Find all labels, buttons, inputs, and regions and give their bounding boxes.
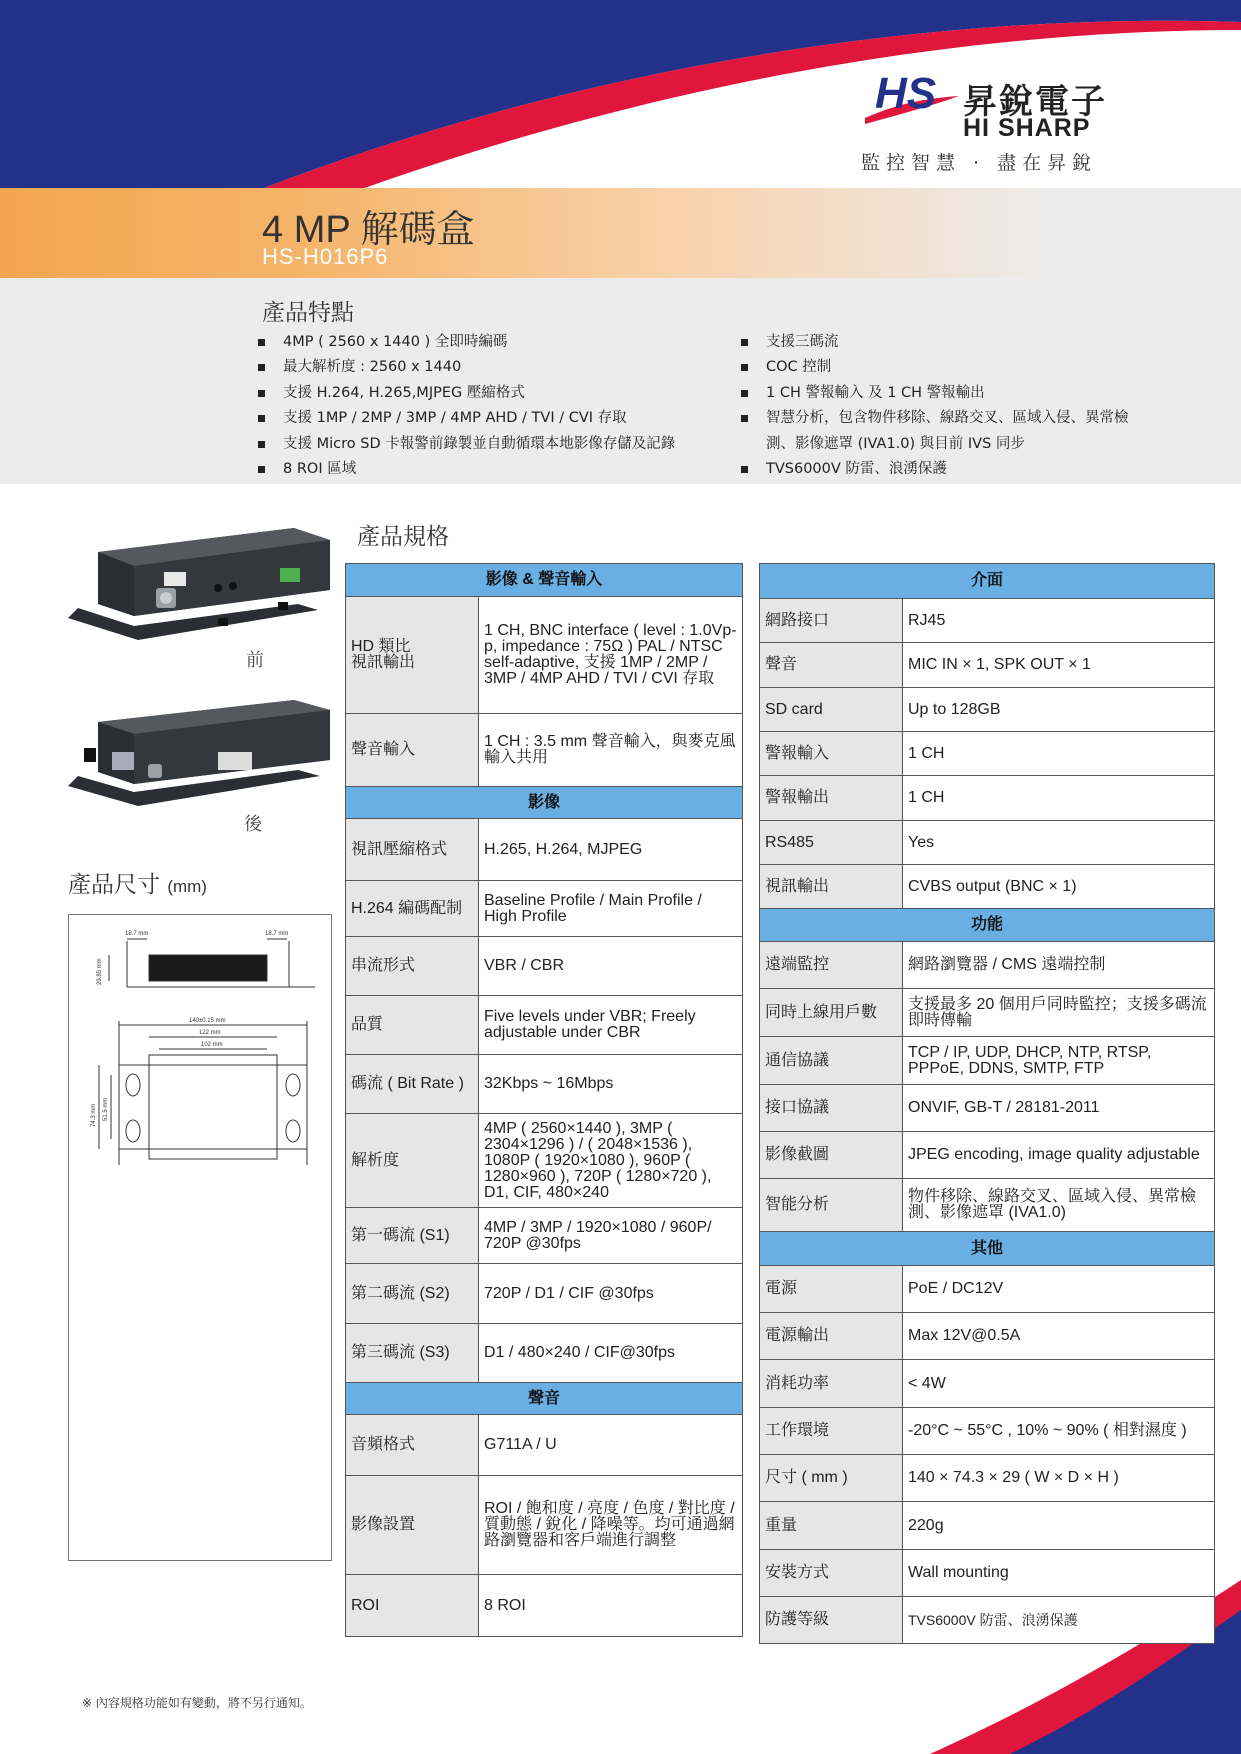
features-list-right [738,330,1129,482]
table-row [346,1476,743,1575]
spec-value: < 4W [903,1360,1215,1408]
feature-item-continued: 測、影像遮罩 (IVA1.0) 與目前 IVS 同步 [766,435,1025,452]
table-row [760,865,1215,909]
dimension-drawing-box [68,914,332,1561]
brand-name-en: HI SHARP [963,114,1091,142]
spec-value: 1 CH : 3.5 mm 聲音輸入，與麥克風輸入共用 [479,714,743,787]
label-sticker-icon [164,572,186,586]
dc-jack-icon [84,748,96,762]
footnote: ※ 內容規格功能如有變動，將不另行通知。 [82,1696,312,1710]
brand-slogan: 監控智慧 · 盡在昇銳 [861,152,1098,174]
feature-item: 支援 1MP / 2MP / 3MP / 4MP AHD / TVI / CVI 存取 [255,406,675,431]
table-section-row [346,564,743,597]
spec-key: 電源 [760,1266,903,1313]
table-row [760,1179,1215,1232]
feature-item: 最大解析度 : 2560 x 1440 [255,355,675,380]
feature-item: 支援 Micro SD 卡報警前錄製並自動循環本地影像存儲及記錄 [255,432,675,457]
spec-key: RS485 [760,821,903,865]
spec-value: Wall mounting [903,1550,1215,1597]
product-photo-front [68,522,336,664]
spec-key: 同時上線用戶數 [760,989,903,1037]
table-row [760,688,1215,732]
table-row [760,776,1215,821]
spec-value: Five levels under VBR; Freely adjustable under CBR [479,996,743,1055]
feature-item: TVS6000V 防雷、浪湧保護 [738,457,1129,482]
table-row [760,1502,1215,1550]
table-row [346,1208,743,1264]
spec-key: 警報輸出 [760,776,903,821]
table-row [346,996,743,1055]
spec-key: 視訊壓縮格式 [346,819,479,881]
bnc-connector-icon [148,764,162,778]
side-view [109,939,315,987]
logo-letters: HS [875,69,937,118]
spec-value: 220g [903,1502,1215,1550]
spec-value: MIC IN × 1, SPK OUT × 1 [903,643,1215,688]
spec-table-left [345,563,743,1637]
spec-value: 1 CH [903,732,1215,776]
rj45-port-icon [112,752,134,770]
spec-key: 重量 [760,1502,903,1550]
table-row [346,1264,743,1324]
alarm-terminal-icon [218,752,252,770]
section-title: 介面 [760,564,1215,599]
photo-back-label: 後 [244,814,262,835]
table-row [346,1575,743,1637]
spec-table-right [759,563,1215,1644]
spec-value: 網路瀏覽器 / CMS 遠端控制 [903,942,1215,989]
spec-value: TCP / IP, UDP, DHCP, NTP, RTSP, PPPoE, DDNS, SMTP, FTP [903,1037,1215,1085]
spec-value: 140 × 74.3 × 29 ( W × D × H ) [903,1455,1215,1502]
spec-value: 8 ROI [479,1575,743,1637]
spec-value: ROI / 飽和度 / 亮度 / 色度 / 對比度 / 質動態 / 銳化 / 降噪等。均可通過網路瀏覽器和客戶端進行調整 [479,1476,743,1575]
spec-key: 安裝方式 [760,1550,903,1597]
table-row [760,1360,1215,1408]
table-row [760,643,1215,688]
dim-label: 51.5 mm [103,1097,109,1121]
table-row [346,1114,743,1208]
spec-key: 碼流 ( Bit Rate ) [346,1055,479,1114]
dimensions-heading [68,866,207,899]
spec-value: G711A / U [479,1415,743,1476]
spec-key: 第三碼流 (S3) [346,1324,479,1383]
spec-value: 支援最多 20 個用戶同時監控；支援多碼流即時傳輸 [903,989,1215,1037]
spec-key: 遠端監控 [760,942,903,989]
dim-label: 122 mm [199,1030,221,1036]
spec-value: 4MP ( 2560×1440 ), 3MP ( 2304×1296 ) / ( 2048×1536 ), 1080P ( 1920×1080 ), 960P ( 1280×960 ), 720P ( 1280×720 ), D1, CIF, 480×240 [479,1114,743,1208]
table-row [760,1597,1215,1644]
spec-key: 電源輸出 [760,1313,903,1360]
table-row [346,819,743,881]
spec-key: SD card [760,688,903,732]
table-row [760,732,1215,776]
spec-value: VBR / CBR [479,937,743,996]
table-row [760,1085,1215,1132]
spec-value: 4MP / 3MP / 1920×1080 / 960P/ 720P @30fps [479,1208,743,1264]
spec-key: 音頻格式 [346,1415,479,1476]
spec-key: 工作環境 [760,1408,903,1455]
hs-logo-icon [861,62,961,132]
table-row [346,1324,743,1383]
spec-heading: 產品規格 [357,524,449,550]
spec-value: 720P / D1 / CIF @30fps [479,1264,743,1324]
table-row [760,1266,1215,1313]
feature-item: 8 ROI 區域 [255,457,675,482]
feature-item: 支援 H.264, H.265,MJPEG 壓縮格式 [255,381,675,406]
spec-value: PoE / DC12V [903,1266,1215,1313]
spec-key: 第二碼流 (S2) [346,1264,479,1324]
section-title: 影像 & 聲音輸入 [346,564,743,597]
product-photo-back [68,694,336,824]
spec-value: H.265, H.264, MJPEG [479,819,743,881]
spec-value: Max 12V@0.5A [903,1313,1215,1360]
features-list-left [255,330,675,482]
table-row [760,599,1215,643]
spec-key: 接口協議 [760,1085,903,1132]
feature-item: 1 CH 警報輸入 及 1 CH 警報輸出 [738,381,1129,406]
spec-key: 警報輸入 [760,732,903,776]
company-logo [861,62,1161,177]
table-row [760,1550,1215,1597]
spec-value: 32Kbps ~ 16Mbps [479,1055,743,1114]
spec-value: CVBS output (BNC × 1) [903,865,1215,909]
dim-label: 18.7 mm [125,931,149,937]
spec-key: 聲音 [760,643,903,688]
table-row [760,1313,1215,1360]
dim-label: 140±0.15 mm [189,1018,226,1024]
feature-item: 4MP ( 2560 x 1440 ) 全即時編碼 [255,330,675,355]
table-section-row [760,909,1215,942]
spec-key: 串流形式 [346,937,479,996]
table-section-row [346,787,743,819]
spec-key: 解析度 [346,1114,479,1208]
table-row [760,821,1215,865]
spec-value: ONVIF, GB-T / 28181-2011 [903,1085,1215,1132]
spec-key: 消耗功率 [760,1360,903,1408]
spec-key: 網路接口 [760,599,903,643]
table-section-row [760,564,1215,599]
spec-key: 聲音輸入 [346,714,479,787]
spec-value: RJ45 [903,599,1215,643]
table-section-row [346,1383,743,1415]
spec-value: 物件移除、線路交叉、區域入侵、異常檢測、影像遮罩 (IVA1.0) [903,1179,1215,1232]
feature-item: 支援三碼流 [738,330,1129,355]
spec-value: D1 / 480×240 / CIF@30fps [479,1324,743,1383]
dim-label: 74.3 mm [91,1103,97,1127]
photo-front-label: 前 [246,650,264,671]
spec-key: 視訊輸出 [760,865,903,909]
dimension-drawing [69,915,331,1560]
spec-key: 影像截圖 [760,1132,903,1179]
dim-label: 102 mm [201,1042,223,1048]
feature-item: COC 控制 [738,355,1129,380]
spec-value: Up to 128GB [903,688,1215,732]
table-row [760,1455,1215,1502]
spec-key: H.264 編碼配制 [346,881,479,937]
table-row [760,1037,1215,1085]
section-title: 功能 [760,909,1215,942]
spec-key: 影像設置 [346,1476,479,1575]
table-row [346,714,743,787]
table-section-row [760,1232,1215,1266]
spec-key: HD 類比 視訊輸出 [346,597,479,714]
spec-value: JPEG encoding, image quality adjustable [903,1132,1215,1179]
dimensions-title: 產品尺寸 [68,872,160,898]
spec-key: ROI [346,1575,479,1637]
table-row [760,1132,1215,1179]
spec-key: 第一碼流 (S1) [346,1208,479,1264]
table-row [346,1415,743,1476]
table-row [346,1055,743,1114]
spec-key: 通信協議 [760,1037,903,1085]
table-row [760,989,1215,1037]
dim-label: 29.85 mm [97,958,103,985]
terminal-block-icon [280,568,300,582]
section-title: 影像 [346,787,743,819]
table-row [346,597,743,714]
title-gradient-bar [0,188,1241,278]
product-model: HS-H016P6 [262,244,389,269]
section-title: 其他 [760,1232,1215,1266]
spec-key: 品質 [346,996,479,1055]
spec-value: TVS6000V 防雷、浪湧保護 [903,1597,1215,1644]
table-row [760,942,1215,989]
product-title: 4 MP 解碼盒 [262,209,475,251]
spec-key: 智能分析 [760,1179,903,1232]
section-title: 聲音 [346,1383,743,1415]
feature-item: 智慧分析，包含物件移除、線路交叉、區域入侵、異常檢 [738,406,1129,431]
features-heading: 產品特點 [262,300,354,326]
spec-value: Baseline Profile / Main Profile / High Profile [479,881,743,937]
spec-value: -20°C ~ 55°C , 10% ~ 90% ( 相對濕度 ) [903,1408,1215,1455]
table-row [346,881,743,937]
spec-key: 防護等級 [760,1597,903,1644]
table-row [346,937,743,996]
dimensions-unit: (mm) [167,877,207,896]
spec-value: Yes [903,821,1215,865]
spec-key: 尺寸 ( mm ) [760,1455,903,1502]
brand-name-cn: 昇銳電子 [963,82,1107,122]
spec-value: 1 CH [903,776,1215,821]
spec-value: 1 CH, BNC interface ( level : 1.0Vp-p, impedance : 75Ω ) PAL / NTSC self-adaptive, 支援 1MP / 2MP / 3MP / 4MP AHD / TVI / CVI 存取 [479,597,743,714]
dim-label: 18.7 mm [265,931,289,937]
table-row [760,1408,1215,1455]
